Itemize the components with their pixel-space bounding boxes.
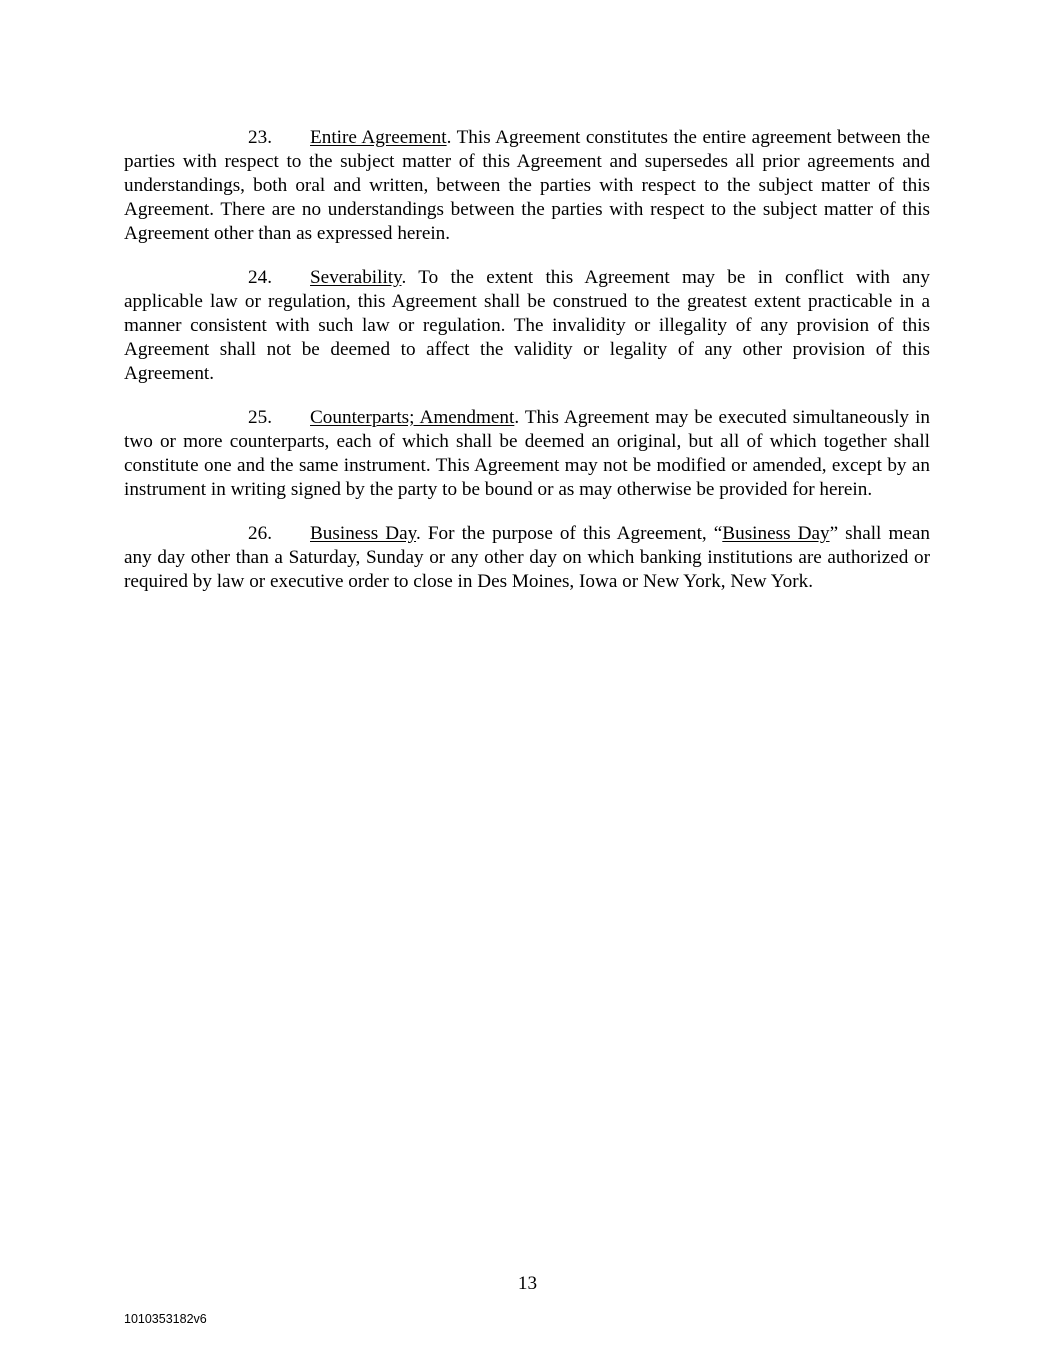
page-number: 13 bbox=[517, 1273, 538, 1294]
section-25-heading: Counterparts; Amendment bbox=[310, 407, 515, 428]
section-26-number: 26. bbox=[248, 523, 272, 544]
section-24-paragraph bbox=[124, 266, 930, 386]
section-24-heading: Severability bbox=[310, 267, 402, 288]
section-26-paragraph bbox=[124, 522, 930, 594]
section-26-heading: Business Day bbox=[310, 523, 417, 544]
agreement-body bbox=[124, 126, 930, 614]
section-24-number: 24. bbox=[248, 267, 272, 288]
section-26-text-before-term: . For the purpose of this Agreement, “ bbox=[416, 523, 723, 544]
section-25-paragraph bbox=[124, 406, 930, 502]
section-26-defined-term: Business Day bbox=[722, 523, 830, 544]
document-id: 1010353182v6 bbox=[124, 1312, 207, 1326]
section-24-text: . To the extent this Agreement may be in conflict with any applicable law or regulation, this Agreement shall be construed to the greatest extent practicable in a manner consistent with such law or regulation. The invalidity or illegality of any provision of this Agreement shall not be deemed to affect the validity or legality of any other provision of this Agreement. bbox=[124, 267, 930, 384]
section-23-text: . This Agreement constitutes the entire agreement between the parties with respect to the subject matter of this Agreement and supersedes all prior agreements and understandings, both oral and written, between the parties with respect to the subject matter of this Agreement. There are no understandings between the parties with respect to the subject matter of this Agreement other than as expressed herein. bbox=[124, 127, 930, 244]
section-23-paragraph bbox=[124, 126, 930, 246]
section-23-number: 23. bbox=[248, 127, 272, 148]
section-23-heading: Entire Agreement bbox=[310, 127, 447, 148]
section-25-number: 25. bbox=[248, 407, 272, 428]
section-26-text-after-term: ” shall mean any day other than a Saturday, Sunday or any other day on which banking institutions are authorized or required by law or executive order to close in Des Moines, Iowa or New York, New York. bbox=[124, 523, 930, 592]
section-25-text: . This Agreement may be executed simultaneously in two or more counterparts, each of which shall be deemed an original, but all of which together shall constitute one and the same instrument. This Agreement may not be modified or amended, except by an instrument in writing signed by the party to be bound or as may otherwise be provided for herein. bbox=[124, 407, 930, 500]
